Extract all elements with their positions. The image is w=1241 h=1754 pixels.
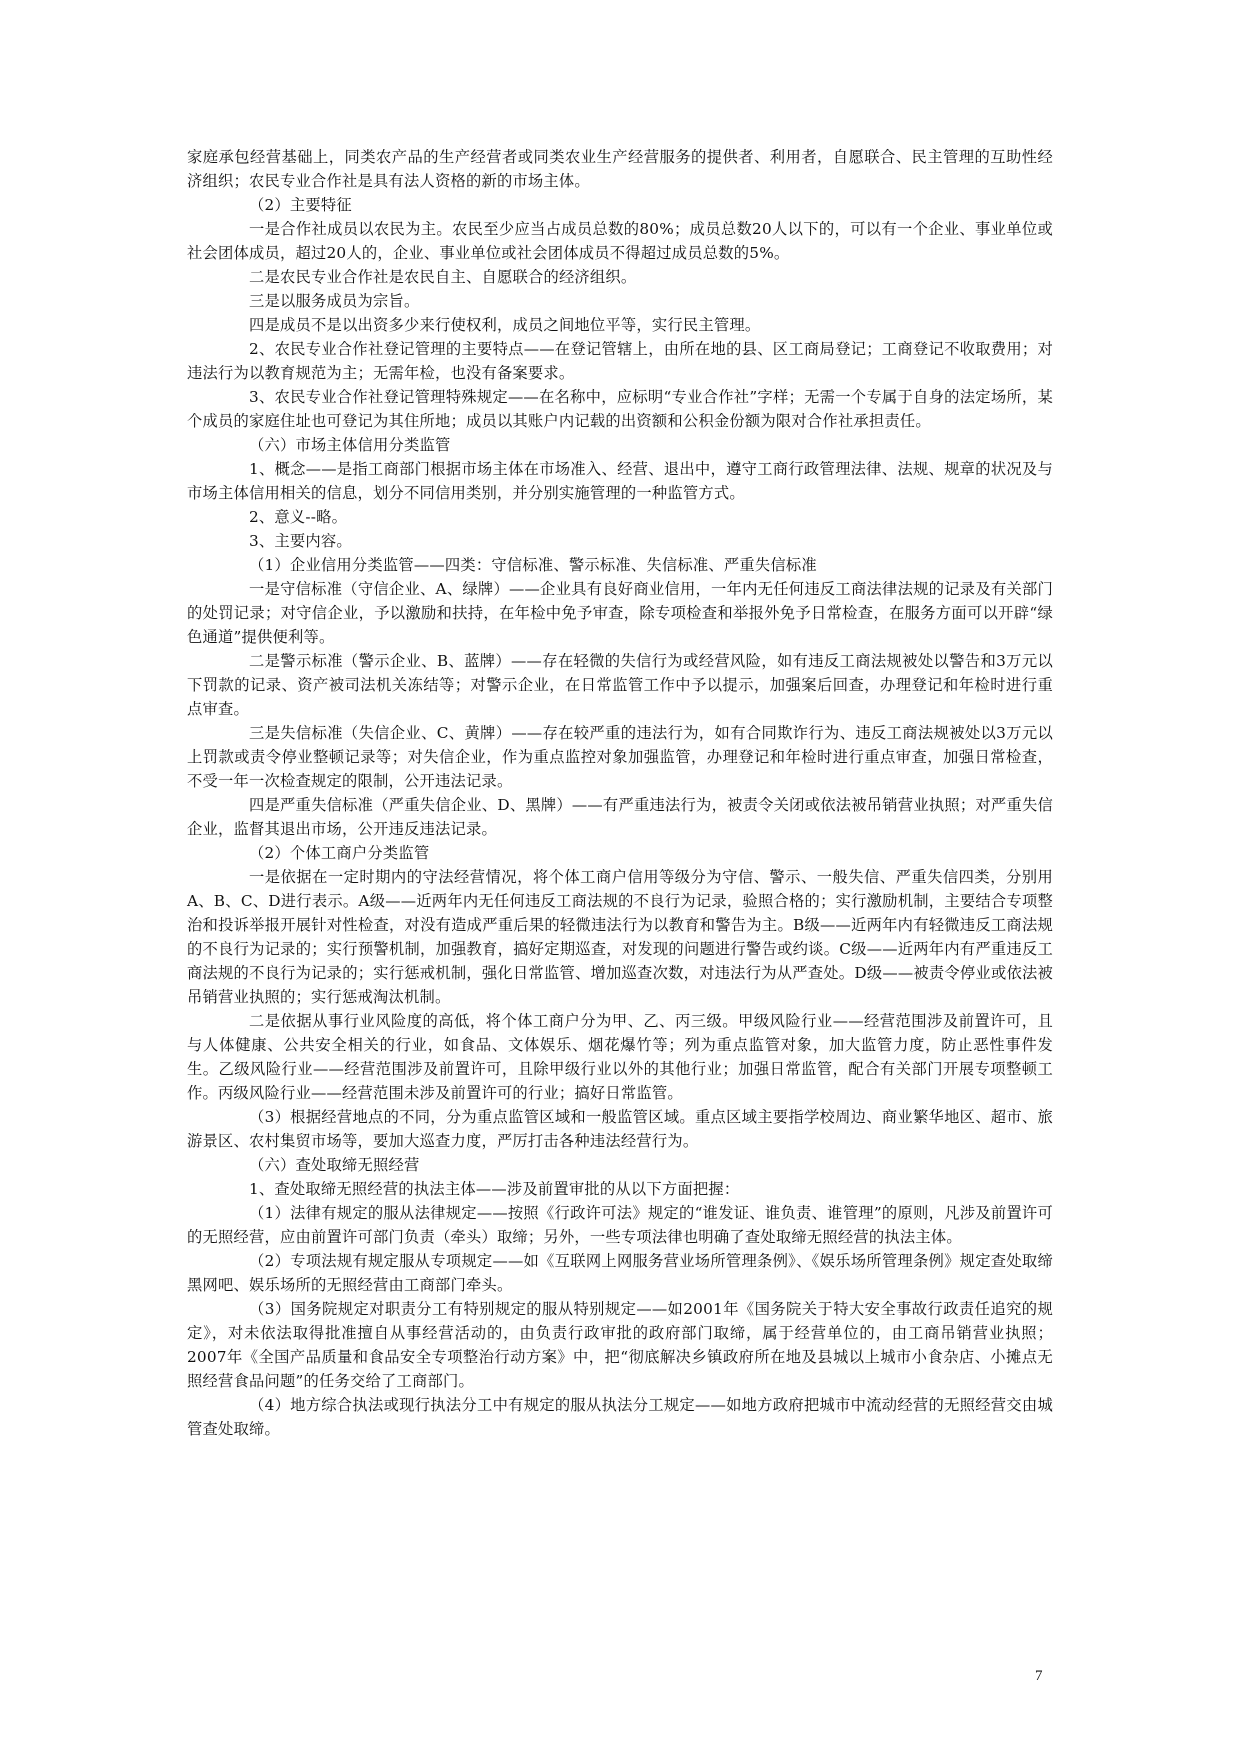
paragraph: 3、农民专业合作社登记管理特殊规定——在名称中，应标明“专业合作社”字样；无需一个专属于自身的法定场所，某个成员的家庭住址也可登记为其住所地；成员以其账户内记载的出资额和公积金份额为限对合作社承担责任。 <box>187 388 1053 430</box>
paragraph: 四是严重失信标准（严重失信企业、D、黑牌）——有严重违法行为，被责令关闭或依法被吊销营业执照；对严重失信企业，监督其退出市场，公开违反违法记录。 <box>187 796 1053 838</box>
paragraph: 二是农民专业合作社是农民自主、自愿联合的经济组织。 <box>249 268 637 286</box>
paragraph: （1）法律有规定的服从法律规定——按照《行政许可法》规定的“谁发证、谁负责、谁管理”的原则，凡涉及前置许可的无照经营，应由前置许可部门负责（牵头）取缔；另外，一些专项法律也明确了查处取缔无照经营的执法主体。 <box>187 1204 1053 1246</box>
paragraph: 一是合作社成员以农民为主。农民至少应当占成员总数的80%；成员总数20人以下的，可以有一个企业、事业单位或社会团体成员，超过20人的，企业、事业单位或社会团体成员不得超过成员总数的5%。 <box>187 220 1053 262</box>
paragraph: （3）根据经营地点的不同，分为重点监管区域和一般监管区域。重点区域主要指学校周边、商业繁华地区、超市、旅游景区、农村集贸市场等，要加大巡查力度，严厉打击各种违法经营行为。 <box>187 1108 1053 1150</box>
paragraph: 1、概念——是指工商部门根据市场主体在市场准入、经营、退出中，遵守工商行政管理法律、法规、规章的状况及与市场主体信用相关的信息，划分不同信用类别，并分别实施管理的一种监管方式。 <box>187 460 1053 502</box>
subheading: （2）个体工商户分类监管 <box>249 844 430 862</box>
paragraph: （4）地方综合执法或现行执法分工中有规定的服从执法分工规定——如地方政府把城市中流动经营的无照经营交由城管查处取缔。 <box>187 1396 1053 1438</box>
paragraph: （3）国务院规定对职责分工有特别规定的服从特别规定——如2001年《国务院关于特大安全事故行政责任追究的规定》，对未依法取得批准擅自从事经营活动的，由负责行政审批的政府部门取缔，属于经营单位的，由工商吊销营业执照；2007年《全国产品质量和食品安全专项整治行动方案》中，把“彻底解决乡镇政府所在地及县城以上城市小食杂店、小摊点无照经营食品问题”的任务交给了工商部门。 <box>187 1300 1053 1390</box>
paragraph: 三是以服务成员为宗旨。 <box>249 292 420 310</box>
paragraph: 一是守信标准（守信企业、A、绿牌）——企业具有良好商业信用，一年内无任何违反工商法律法规的记录及有关部门的处罚记录；对守信企业，予以激励和扶持，在年检中免予审查，除专项检查和举报外免予日常检查，在服务方面可以开辟“绿色通道”提供便利等。 <box>187 580 1053 646</box>
paragraph: 2、意义--略。 <box>249 508 348 526</box>
paragraph: 四是成员不是以出资多少来行使权利，成员之间地位平等，实行民主管理。 <box>249 316 761 334</box>
paragraph: 3、主要内容。 <box>249 532 352 550</box>
paragraph: 1、查处取缔无照经营的执法主体——涉及前置审批的从以下方面把握： <box>249 1180 740 1198</box>
paragraph: 家庭承包经营基础上，同类农产品的生产经营者或同类农业生产经营服务的提供者、利用者，自愿联合、民主管理的互助性经济组织；农民专业合作社是具有法人资格的新的市场主体。 <box>187 148 1053 190</box>
subheading: （1）企业信用分类监管——四类：守信标准、警示标准、失信标准、严重失信标准 <box>249 556 817 574</box>
document-body <box>187 145 1053 1441</box>
page-number: 7 <box>1035 1668 1043 1684</box>
paragraph: 2、农民专业合作社登记管理的主要特点——在登记管辖上，由所在地的县、区工商局登记；工商登记不收取费用；对违法行为以教育规范为主；无需年检，也没有备案要求。 <box>187 340 1053 382</box>
paragraph: 二是依据从事行业风险度的高低，将个体工商户分为甲、乙、丙三级。甲级风险行业——经营范围涉及前置许可，且与人体健康、公共安全相关的行业，如食品、文体娱乐、烟花爆竹等；列为重点监管对象，加大监管力度，防止恶性事件发生。乙级风险行业——经营范围涉及前置许可，且除甲级行业以外的其他行业；加强日常监管，配合有关部门开展专项整顿工作。丙级风险行业——经营范围未涉及前置许可的行业；搞好日常监管。 <box>187 1012 1053 1102</box>
section-heading: （六）市场主体信用分类监管 <box>249 436 451 454</box>
subheading: （2）主要特征 <box>249 196 352 214</box>
paragraph: 三是失信标准（失信企业、C、黄牌）——存在较严重的违法行为，如有合同欺诈行为、违反工商法规被处以3万元以上罚款或责令停业整顿记录等；对失信企业，作为重点监控对象加强监管，办理登记和年检时进行重点审查，加强日常检查，不受一年一次检查规定的限制，公开违法记录。 <box>187 724 1053 790</box>
section-heading: （六）查处取缔无照经营 <box>249 1156 420 1174</box>
paragraph: 二是警示标准（警示企业、B、蓝牌）——存在轻微的失信行为或经营风险，如有违反工商法规被处以警告和3万元以下罚款的记录、资产被司法机关冻结等；对警示企业，在日常监管工作中予以提示，加强案后回查，办理登记和年检时进行重点审查。 <box>187 652 1053 718</box>
paragraph: 一是依据在一定时期内的守法经营情况，将个体工商户信用等级分为守信、警示、一般失信、严重失信四类，分别用A、B、C、D进行表示。A级——近两年内无任何违反工商法规的不良行为记录，验照合格的；实行激励机制，主要结合专项整治和投诉举报开展针对性检查，对没有造成严重后果的轻微违法行为以教育和警告为主。B级——近两年内有轻微违反工商法规的不良行为记录的；实行预警机制，加强教育，搞好定期巡查，对发现的问题进行警告或约谈。C级——近两年内有严重违反工商法规的不良行为记录的；实行惩戒机制，强化日常监管、增加巡查次数，对违法行为从严查处。D级——被责令停业或依法被吊销营业执照的；实行惩戒淘汰机制。 <box>187 868 1053 1006</box>
paragraph: （2）专项法规有规定服从专项规定——如《互联网上网服务营业场所管理条例》、《娱乐场所管理条例》规定查处取缔黑网吧、娱乐场所的无照经营由工商部门牵头。 <box>187 1252 1053 1294</box>
